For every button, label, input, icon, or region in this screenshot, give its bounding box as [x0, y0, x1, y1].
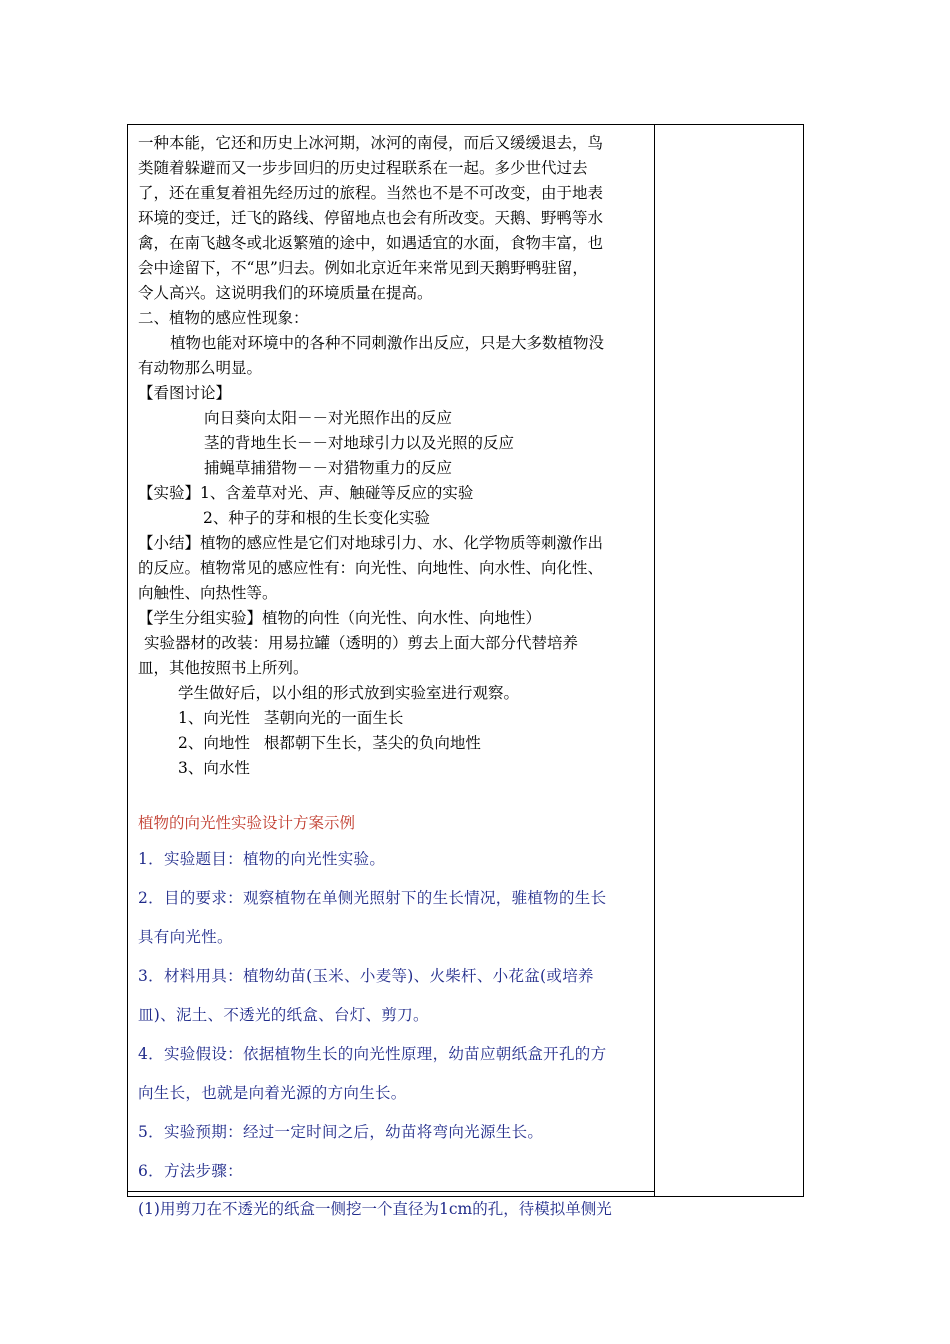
text-line: 向触性、向热性等。 [138, 584, 278, 602]
design-line: 1．实验题目：植物的向光性实验。 [138, 850, 386, 868]
design-line: 皿)、泥土、不透光的纸盒、台灯、剪刀。 [138, 1006, 429, 1024]
experiment-line: 【实验】1、含羞草对光、声、触碰等反应的实验 [138, 484, 474, 502]
text-line: 禽，在南飞越冬或北返繁殖的途中，如遇适宜的水面，食物丰富，也 [138, 234, 604, 252]
discuss-item: 向日葵向太阳－－对光照作出的反应 [204, 409, 453, 427]
text-line: 会中途留下，不“思”归去。例如北京近年来常见到天鹅野鸭驻留， [138, 259, 588, 277]
discuss-item: 茎的背地生长－－对地球引力以及光照的反应 [204, 434, 515, 452]
document-table [127, 124, 804, 1218]
design-line: 向生长，也就是向着光源的方向生长。 [138, 1084, 407, 1102]
tropism-item [138, 731, 648, 756]
design-line: 5．实验预期：经过一定时间之后，幼苗将弯向光源生长。 [138, 1123, 544, 1141]
section-heading: 二、植物的感应性现象： [138, 309, 309, 327]
paragraph-migration [138, 131, 648, 306]
design-section [138, 840, 648, 1226]
summary-paragraph [138, 531, 648, 606]
tropism-name: 1、向光性 [178, 709, 250, 727]
group-experiment-heading: 【学生分组实验】植物的向性（向光性、向水性、向地性） [138, 609, 542, 627]
text-line: 学生做好后，以小组的形式放到实验室进行观察。 [178, 684, 520, 702]
design-line: 具有向光性。 [138, 928, 233, 946]
tropism-name: 3、向水性 [178, 759, 250, 777]
text-line: 实验器材的改装：用易拉罐（透明的）剪去上面大部分代替培养 [144, 634, 579, 652]
text-line: 的反应。植物常见的感应性有：向光性、向地性、向水性、向化性、 [138, 559, 604, 577]
text-line: 了，还在重复着祖先经历过的旅程。当然也不是不可改变，由于地表 [138, 184, 604, 202]
spacer [138, 781, 648, 806]
tropism-item [138, 756, 648, 781]
content-cell [128, 125, 655, 1218]
design-title: 植物的向光性实验设计方案示例 [138, 814, 356, 832]
design-line: 4．实验假设：依据植物生长的向光性原理，幼苗应朝纸盒开孔的方 [138, 1045, 607, 1063]
paragraph-plant-response [138, 331, 648, 381]
tropism-item [138, 706, 648, 731]
design-line: 2．目的要求：观察植物在单侧光照射下的生长情况，骓植物的生长 [138, 889, 607, 907]
text-line: 皿，其他按照书上所列。 [138, 659, 309, 677]
experiment-line: 2、种子的芽和根的生长变化实验 [203, 509, 430, 527]
tropism-desc: 根都朝下生长，茎尖的负向地性 [263, 734, 481, 752]
design-line: 3．材料用具：植物幼苗(玉米、小麦等)、火柴杆、小花盆(或培养 [138, 967, 594, 985]
text-line: 令人高兴。这说明我们的环境质量在提高。 [138, 284, 433, 302]
discuss-item: 捕蝇草捕猎物－－对猎物重力的反应 [204, 459, 453, 477]
text-line: 一种本能，它还和历史上冰河期，冰河的南侵，而后又缓缓退去，鸟 [138, 134, 604, 152]
design-line: 6．方法步骤： [138, 1162, 243, 1180]
text-line: 类随着躲避而又一步步回归的历史过程联系在一起。多少世代过去 [138, 159, 588, 177]
text-line: 【小结】植物的感应性是它们对地球引力、水、化学物质等刺激作出 [138, 534, 604, 552]
design-step-line: (1)用剪刀在不透光的纸盒一侧挖一个直径为1cm的孔，待模拟单侧光 [128, 1191, 654, 1226]
tropism-desc: 茎朝向光的一面生长 [263, 709, 404, 727]
text-line: 环境的变迁，迁飞的路线、停留地点也会有所改变。天鹅、野鸭等水 [138, 209, 604, 227]
discuss-heading: 【看图讨论】 [138, 384, 232, 402]
tropism-name: 2、向地性 [178, 734, 250, 752]
text-line: 植物也能对环境中的各种不同刺激作出反应，只是大多数植物没 [170, 334, 605, 352]
text-line: 有动物那么明显。 [138, 359, 263, 377]
notes-cell [655, 125, 803, 1196]
